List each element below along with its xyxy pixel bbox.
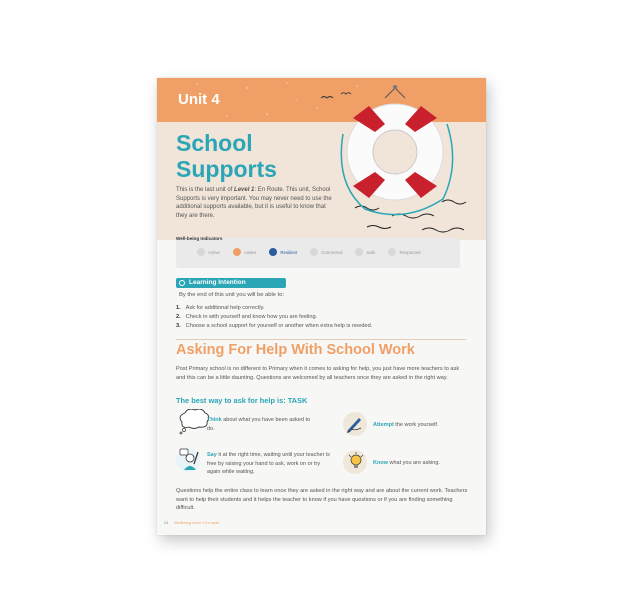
- indicator-safe: Safe: [355, 248, 375, 256]
- task-think: Think about what you have been asked to do.: [207, 417, 311, 432]
- safe-icon: [355, 248, 363, 256]
- section-paragraph: Post Primary school is no different to Primary when it comes to asking for help, you just have more teachers to ask and this can be a little daunting. Questions are welcomed by all teachers once they are asked in the right way.: [176, 366, 460, 381]
- indicator-aware: Aware: [233, 248, 256, 256]
- lifebuoy-illustration: [325, 84, 465, 224]
- list-item: 3. Choose a school support for yourself or another when extra help is needed.: [176, 323, 373, 329]
- aware-icon: [233, 248, 241, 256]
- raised-hand-student-icon: [178, 446, 200, 472]
- task-heading: The best way to ask for help is: TASK: [176, 396, 308, 405]
- active-icon: [197, 248, 205, 256]
- closing-paragraph: Questions help the entire class to learn once they are asked in the right way and are about the current work. Teachers want to help their students and it helps the teacher to know if you have questions or if you are finding something difficult.: [176, 488, 468, 512]
- section-heading: Asking For Help With School Work: [176, 342, 415, 358]
- learning-lead: By the end of this unit you will be able to:: [179, 292, 285, 298]
- task-know: Know what you are asking.: [373, 460, 440, 466]
- divider: [176, 339, 466, 340]
- intro-paragraph: This is the last unit of Level 1: En Route. This unit, School Supports is very important. You may never need to use the additional supports available, but it is useful to know that they are there.: [176, 187, 332, 219]
- respected-icon: [388, 248, 396, 256]
- resilient-icon: [269, 248, 277, 256]
- learning-list: [176, 304, 466, 331]
- connected-icon: [310, 248, 318, 256]
- document-page: [157, 78, 486, 535]
- wellbeing-title: Well-being Indicators: [176, 236, 223, 241]
- indicator-connected: Connected: [310, 248, 342, 256]
- page-title: School Supports: [176, 130, 277, 182]
- task-attempt: Attempt the work yourself.: [373, 422, 439, 428]
- list-item: 1. Ask for additional help correctly.: [176, 305, 265, 311]
- wellbeing-indicators: [197, 248, 420, 256]
- pencil-icon: [345, 414, 365, 434]
- target-icon: [179, 280, 185, 286]
- lightbulb-icon: [347, 452, 365, 472]
- list-item: 2. Check in with yourself and know how you are feeling.: [176, 314, 318, 320]
- unit-label: Unit 4: [178, 91, 220, 108]
- thought-bubble-icon: [176, 409, 210, 435]
- page-footer: 24 Wellbeing Level 1 En route: [164, 521, 220, 525]
- indicator-resilient: Resilient: [269, 248, 297, 256]
- indicator-active: Active: [197, 248, 220, 256]
- learning-intention-badge: Learning Intention: [176, 278, 286, 288]
- task-say: Say it at the right time, waiting until your teacher is free by raising your hand to ask, work on or try again while waiting.: [207, 452, 330, 476]
- indicator-respected: Respected: [388, 248, 420, 256]
